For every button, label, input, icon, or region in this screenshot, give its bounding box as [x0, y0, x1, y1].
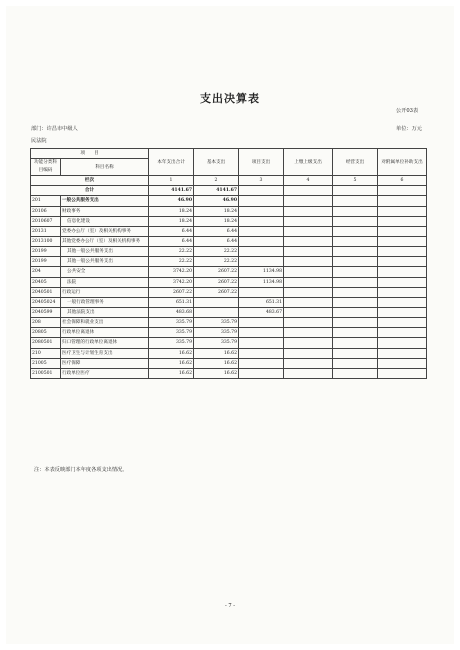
row-subsidy [378, 307, 427, 317]
row-project-expense: 483.67 [239, 307, 284, 317]
row-total: 22.22 [149, 247, 194, 257]
row-code: 210 [31, 348, 61, 358]
row-business [333, 236, 378, 246]
page-number: - 7 - [224, 603, 236, 609]
header-upper: 上缴上级支出 [284, 149, 333, 176]
header-project-expense: 项目支出 [239, 149, 284, 176]
row-project-expense [239, 226, 284, 236]
row-code: 20106 [31, 206, 61, 216]
header-business: 经营支出 [333, 149, 378, 176]
col-num-3: 3 [239, 176, 284, 186]
row-subject-name: 其他党委办公厅（室）及相关机构事务 [61, 236, 149, 246]
row-subsidy [378, 226, 427, 236]
table-row [31, 348, 427, 358]
row-total: 3742.20 [149, 267, 194, 277]
row-basic [194, 297, 239, 307]
row-project-expense: 1134.98 [239, 267, 284, 277]
row-business [333, 257, 378, 267]
table-row [31, 196, 427, 206]
row-basic: 16.62 [194, 368, 239, 378]
table-row [31, 216, 427, 226]
row-subsidy [378, 338, 427, 348]
row-project-expense [239, 368, 284, 378]
row-subsidy [378, 216, 427, 226]
row-business [333, 348, 378, 358]
row-upper [284, 287, 333, 297]
row-code: 2010607 [31, 216, 61, 226]
table-row [31, 338, 427, 348]
row-subject-name: 其他一般公共服务支出 [61, 257, 149, 267]
row-project-expense [239, 206, 284, 216]
header-project: 项 目 [31, 149, 149, 159]
row-business [333, 358, 378, 368]
total-label: 合计 [31, 186, 149, 196]
row-business [333, 267, 378, 277]
row-subject-name: 公共安全 [61, 267, 149, 277]
row-upper [284, 257, 333, 267]
row-project-expense [239, 287, 284, 297]
row-project-expense: 1134.98 [239, 277, 284, 287]
row-upper [284, 216, 333, 226]
table-row [31, 368, 427, 378]
row-subsidy [378, 328, 427, 338]
row-project-expense [239, 247, 284, 257]
row-total: 651.31 [149, 297, 194, 307]
row-total: 2607.22 [149, 287, 194, 297]
row-basic: 22.22 [194, 247, 239, 257]
row-total: 483.68 [149, 307, 194, 317]
row-total: 335.79 [149, 338, 194, 348]
row-project-expense [239, 328, 284, 338]
row-subsidy [378, 318, 427, 328]
row-code: 2100501 [31, 368, 61, 378]
row-upper [284, 307, 333, 317]
row-business [333, 297, 378, 307]
row-subsidy [378, 247, 427, 257]
header-func-code: 功能分类科目编码 [31, 159, 61, 176]
row-business [333, 196, 378, 206]
row-subject-name: 其他一般公共服务支出 [61, 247, 149, 257]
row-code: 2040599 [31, 307, 61, 317]
header-total: 本年支出合计 [149, 149, 194, 176]
row-subsidy [378, 257, 427, 267]
row-subsidy [378, 358, 427, 368]
row-business [333, 277, 378, 287]
row-subsidy [378, 277, 427, 287]
row-basic: 335.79 [194, 338, 239, 348]
row-basic: 46.90 [194, 196, 239, 206]
department-label-cont: 民法院 [31, 138, 47, 144]
row-code: 2080501 [31, 338, 61, 348]
row-basic: 18.24 [194, 216, 239, 226]
row-code: 20131 [31, 226, 61, 236]
row-subsidy [378, 287, 427, 297]
header-subject-name: 科目名称 [61, 159, 149, 176]
row-subsidy [378, 368, 427, 378]
row-upper [284, 226, 333, 236]
row-subject-name: 行政单位离退休 [61, 328, 149, 338]
row-project-expense [239, 236, 284, 246]
row-code: 21005 [31, 358, 61, 368]
row-total: 6.44 [149, 226, 194, 236]
row-label-cell: 栏次 [31, 176, 149, 186]
row-subsidy [378, 297, 427, 307]
table-row [31, 236, 427, 246]
table-row [31, 226, 427, 236]
row-basic: 2607.22 [194, 267, 239, 277]
table-row [31, 287, 427, 297]
row-basic: 6.44 [194, 236, 239, 246]
row-business [333, 206, 378, 216]
row-upper [284, 236, 333, 246]
row-upper [284, 368, 333, 378]
table-row [31, 318, 427, 328]
header-basic: 基本支出 [194, 149, 239, 176]
department-label: 部门：许昌市中级人 [31, 126, 78, 132]
row-business [333, 318, 378, 328]
row-subsidy [378, 348, 427, 358]
row-total: 46.90 [149, 196, 194, 206]
row-upper [284, 358, 333, 368]
row-total: 18.24 [149, 206, 194, 216]
row-basic: 16.62 [194, 348, 239, 358]
row-upper [284, 328, 333, 338]
row-subject-name: 财政事务 [61, 206, 149, 216]
row-code: 20805 [31, 328, 61, 338]
row-business [333, 307, 378, 317]
row-subject-name: 归口管理的行政单位离退休 [61, 338, 149, 348]
row-project-expense [239, 338, 284, 348]
row-subject-name: 党委办公厅（室）及相关机构事务 [61, 226, 149, 236]
row-project-expense [239, 196, 284, 206]
total-basic: 4141.67 [194, 186, 239, 196]
total-amount: 4141.67 [149, 186, 194, 196]
table-row [31, 328, 427, 338]
row-subject-name: 行政运行 [61, 287, 149, 297]
row-subject-name: 一般行政管理事务 [61, 297, 149, 307]
row-project-expense [239, 348, 284, 358]
row-code: 2040501 [31, 287, 61, 297]
row-basic: 6.44 [194, 226, 239, 236]
row-subject-name: 社会保障和就业支出 [61, 318, 149, 328]
row-subsidy [378, 196, 427, 206]
row-total: 16.62 [149, 348, 194, 358]
row-subject-name: 信息化建设 [61, 216, 149, 226]
row-basic: 335.79 [194, 318, 239, 328]
header-subsidy: 对附属单位补助支出 [378, 149, 427, 176]
row-upper [284, 277, 333, 287]
row-code: 20405 [31, 277, 61, 287]
col-num-5: 5 [333, 176, 378, 186]
row-upper [284, 338, 333, 348]
row-business [333, 216, 378, 226]
row-total: 6.44 [149, 236, 194, 246]
form-code: 公开03表 [396, 108, 419, 114]
row-upper [284, 318, 333, 328]
row-business [333, 368, 378, 378]
row-subject-name: 法院 [61, 277, 149, 287]
table-row [31, 206, 427, 216]
row-code: 204 [31, 267, 61, 277]
row-business [333, 287, 378, 297]
row-basic: 2607.22 [194, 277, 239, 287]
page-title: 支出决算表 [200, 92, 260, 105]
col-num-2: 2 [194, 176, 239, 186]
row-basic [194, 307, 239, 317]
row-subject-name: 一般公共服务支出 [61, 196, 149, 206]
row-business [333, 247, 378, 257]
row-subsidy [378, 206, 427, 216]
expenditure-table [30, 148, 427, 379]
row-business [333, 338, 378, 348]
row-business [333, 328, 378, 338]
row-total: 18.24 [149, 216, 194, 226]
table-row [31, 257, 427, 267]
row-total: 16.62 [149, 368, 194, 378]
row-code: 20199 [31, 257, 61, 267]
row-subsidy [378, 267, 427, 277]
row-project-expense [239, 358, 284, 368]
row-upper [284, 206, 333, 216]
row-total: 3742.20 [149, 277, 194, 287]
row-subject-name: 其他法院支出 [61, 307, 149, 317]
row-upper [284, 297, 333, 307]
col-num-4: 4 [284, 176, 333, 186]
table-note: 注：本表反映部门本年度各项支出情况。 [34, 467, 128, 473]
table-row [31, 277, 427, 287]
row-subject-name: 行政单位医疗 [61, 368, 149, 378]
row-business [333, 226, 378, 236]
table-row [31, 307, 427, 317]
row-subject-name: 医疗卫生与计划生育支出 [61, 348, 149, 358]
row-project-expense [239, 216, 284, 226]
col-num-1: 1 [149, 176, 194, 186]
row-basic: 18.24 [194, 206, 239, 216]
row-total: 335.79 [149, 318, 194, 328]
table-row [31, 247, 427, 257]
row-total: 335.79 [149, 328, 194, 338]
col-num-6: 6 [378, 176, 427, 186]
row-code: 20405024 [31, 297, 61, 307]
row-basic: 335.79 [194, 328, 239, 338]
row-subject-name: 医疗保障 [61, 358, 149, 368]
table-row [31, 297, 427, 307]
row-upper [284, 348, 333, 358]
row-project-expense [239, 257, 284, 267]
row-code: 20199 [31, 247, 61, 257]
row-code: 2013100 [31, 236, 61, 246]
row-project-expense: 651.31 [239, 297, 284, 307]
row-project-expense [239, 318, 284, 328]
row-upper [284, 247, 333, 257]
row-basic: 22.22 [194, 257, 239, 267]
row-subsidy [378, 236, 427, 246]
row-code: 201 [31, 196, 61, 206]
table-row [31, 358, 427, 368]
table-row [31, 267, 427, 277]
unit-label: 单位：万元 [396, 126, 422, 132]
row-basic: 16.62 [194, 358, 239, 368]
row-upper [284, 196, 333, 206]
row-basic: 2607.22 [194, 287, 239, 297]
row-code: 208 [31, 318, 61, 328]
row-upper [284, 267, 333, 277]
row-total: 22.22 [149, 257, 194, 267]
row-total: 16.62 [149, 358, 194, 368]
